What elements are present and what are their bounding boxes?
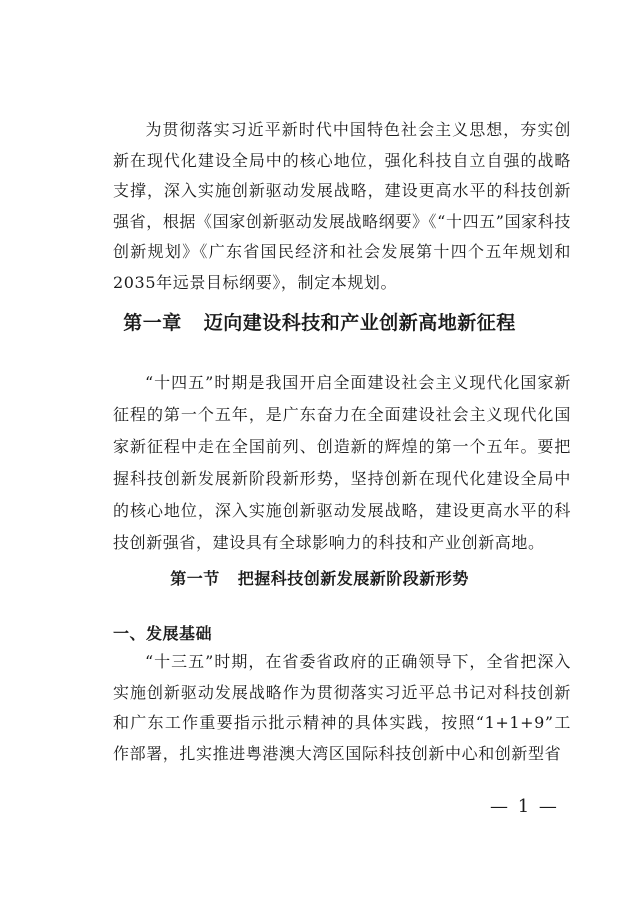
development-basis-text: “十三五”时期，在省委省政府的正确领导下，全省把深入实施创新驱动发展战略作为贯彻落实习近平总书记对科技创新和广东工作重要指示批示精神的具体实践，按照“1+1+9”工作部署，扎实推进粤港澳大湾区国际科技创新中心和创新型省 xyxy=(113,652,571,763)
section-number: 第一节 xyxy=(170,569,220,588)
page-number: — 1 — xyxy=(490,796,559,817)
section-title: 把握科技创新发展新阶段新形势 xyxy=(237,569,469,588)
section-heading xyxy=(0,566,639,589)
chapter-intro-text: “十四五”时期是我国开启全面建设社会主义现代化国家新征程的第一个五年，是广东奋力在全面建设社会主义现代化国家新征程中走在全国前列、创造新的辉煌的第一个五年。要把握科技创新发展新阶段新形势，坚持创新在现代化建设全局中的核心地位，深入实施创新驱动发展战略，建设更高水平的科技创新强省，建设具有全球影响力的科技和产业创新高地。 xyxy=(113,373,571,552)
chapter-number: 第一章 xyxy=(123,312,182,334)
chapter-intro-paragraph xyxy=(113,367,571,559)
chapter-title: 迈向建设科技和产业创新高地新征程 xyxy=(203,312,516,334)
intro-paragraph xyxy=(113,115,571,298)
chapter-heading xyxy=(0,308,639,335)
development-basis-paragraph xyxy=(113,647,571,769)
intro-text: 为贯彻落实习近平新时代中国特色社会主义思想，夯实创新在现代化建设全局中的核心地位，强化科技自立自强的战略支撑，深入实施创新驱动发展战略，建设更高水平的科技创新强省，根据《国家创新驱动发展战略纲要》《“十四五”国家科技创新规划》《广东省国民经济和社会发展第十四个五年规划和2035年远景目标纲要》，制定本规划。 xyxy=(113,120,571,292)
subsection-heading: 一、发展基础 xyxy=(113,624,213,643)
